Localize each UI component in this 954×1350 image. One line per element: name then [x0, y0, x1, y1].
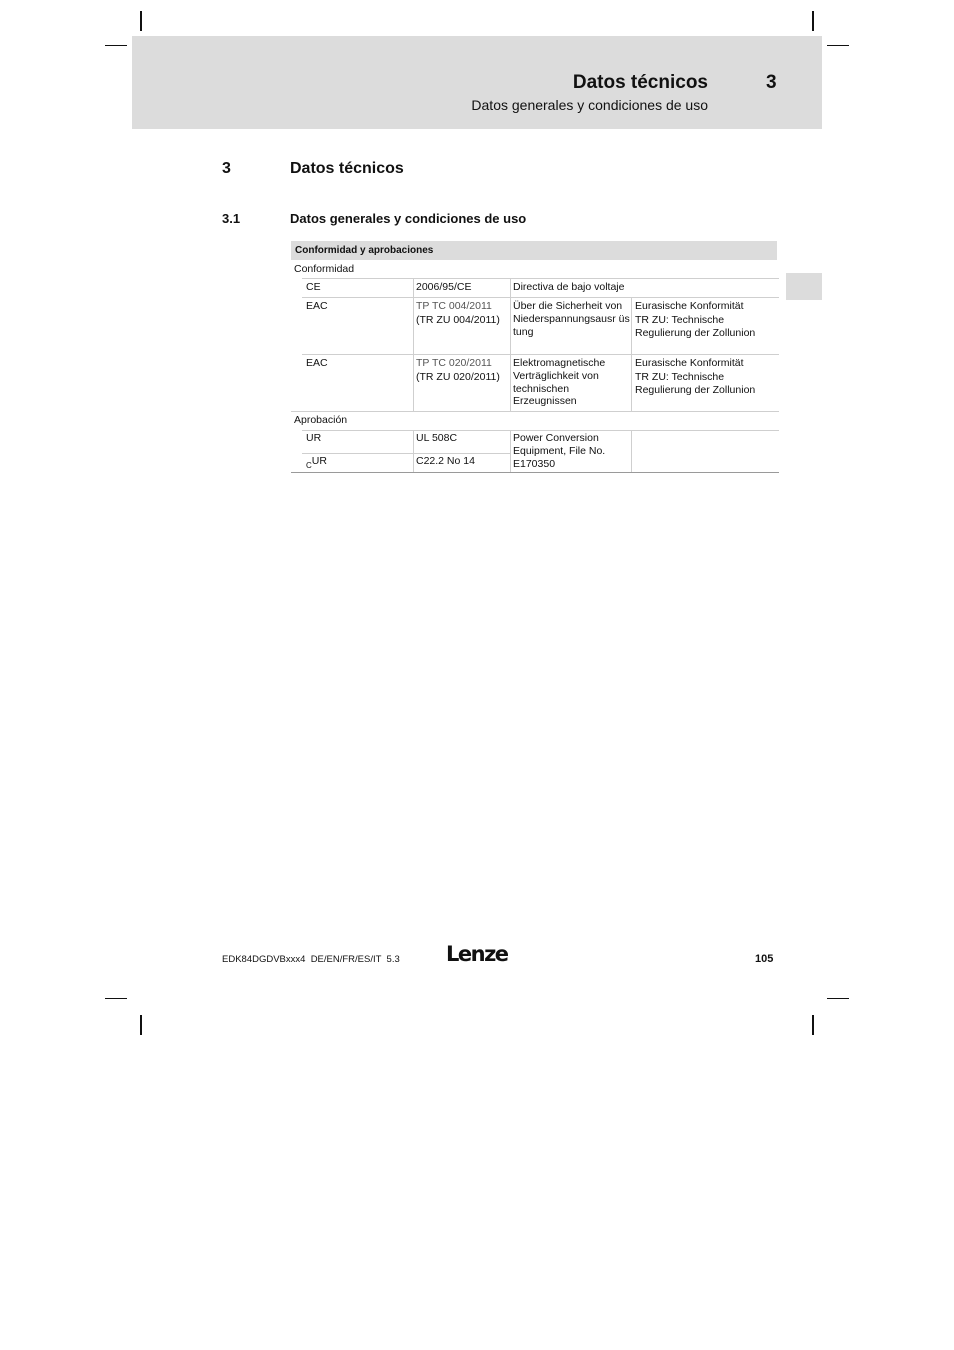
page-number: 105: [755, 953, 774, 965]
crop-mark: [812, 1015, 814, 1035]
row-cur-mark: UR: [311, 455, 327, 467]
row-eac2-note-detail: TR ZU: Technische Regulierung der Zollunion: [635, 371, 756, 396]
crop-mark: [812, 11, 814, 31]
row-divider: [302, 354, 779, 355]
row-divider: [302, 430, 779, 431]
lenze-logo: Lenze: [446, 942, 508, 966]
row-eac1-standard: TP TC 004/2011: [416, 300, 492, 312]
row-divider: [291, 411, 779, 412]
group-label-conformity: Conformidad: [294, 263, 355, 275]
row-ur-standard: UL 508C: [416, 432, 458, 444]
header-title: Datos técnicos: [572, 72, 708, 93]
row-ce-standard: 2006/95/CE: [416, 281, 472, 293]
row-eac1-label: EAC: [306, 300, 328, 312]
row-ce-description: Directiva de bajo voltaje: [513, 281, 625, 293]
row-eac2-note: Eurasische Konformität: [635, 357, 744, 369]
table-header: Conformidad y aprobaciones: [291, 241, 777, 260]
crop-mark: [827, 998, 849, 999]
subsection-number: 3.1: [222, 211, 241, 226]
row-divider: [302, 278, 779, 279]
row-eac1-description: Über die Sicherheit von Niederspannungsausr üstung: [513, 300, 630, 338]
row-eac2-label: EAC: [306, 357, 328, 369]
column-divider: [631, 298, 632, 411]
crop-mark: [827, 45, 849, 46]
section-number: 3: [222, 160, 231, 177]
row-eac1-standard-alt: (TR ZU 004/2011): [416, 314, 500, 326]
crop-mark: [140, 11, 142, 31]
row-eac2-description: Elektromagnetische Verträglichkeit von technischen Erzeugnissen: [513, 357, 606, 408]
footer-document-id: EDK84DGDVBxxx4 DE/EN/FR/ES/IT 5.3: [222, 954, 400, 965]
crop-mark: [140, 1015, 142, 1035]
header-band: [132, 36, 822, 129]
approval-description: Power Conversion Equipment, File No. E170350: [513, 432, 606, 470]
crop-mark: [105, 45, 127, 46]
section-title: Datos técnicos: [290, 160, 404, 177]
group-label-approval: Aprobación: [294, 414, 348, 426]
column-divider: [413, 431, 414, 472]
header-subtitle: Datos generales y condiciones de uso: [471, 97, 708, 113]
row-ce-label: CE: [306, 281, 321, 293]
column-divider: [510, 279, 511, 411]
row-eac2-standard-alt: (TR ZU 020/2011): [416, 371, 500, 383]
row-eac1-note-detail: TR ZU: Technische Regulierung der Zollunion: [635, 314, 756, 339]
row-cur-prefix: C: [306, 461, 312, 470]
table-bottom-rule: [291, 472, 779, 473]
column-divider: [510, 431, 511, 472]
row-eac1-note: Eurasische Konformität: [635, 300, 744, 312]
chapter-side-tab: [786, 273, 822, 300]
subsection-title: Datos generales y condiciones de uso: [290, 211, 527, 226]
row-cur-label: [306, 455, 327, 469]
column-divider: [413, 279, 414, 411]
row-eac2-standard: TP TC 020/2011: [416, 357, 492, 369]
crop-mark: [105, 998, 127, 999]
header-chapter-number: 3: [766, 72, 777, 93]
row-ur-label: UR: [306, 432, 322, 444]
row-divider: [302, 297, 779, 298]
column-divider: [631, 431, 632, 472]
row-cur-standard: C22.2 No 14: [416, 455, 475, 467]
row-divider: [302, 453, 510, 454]
